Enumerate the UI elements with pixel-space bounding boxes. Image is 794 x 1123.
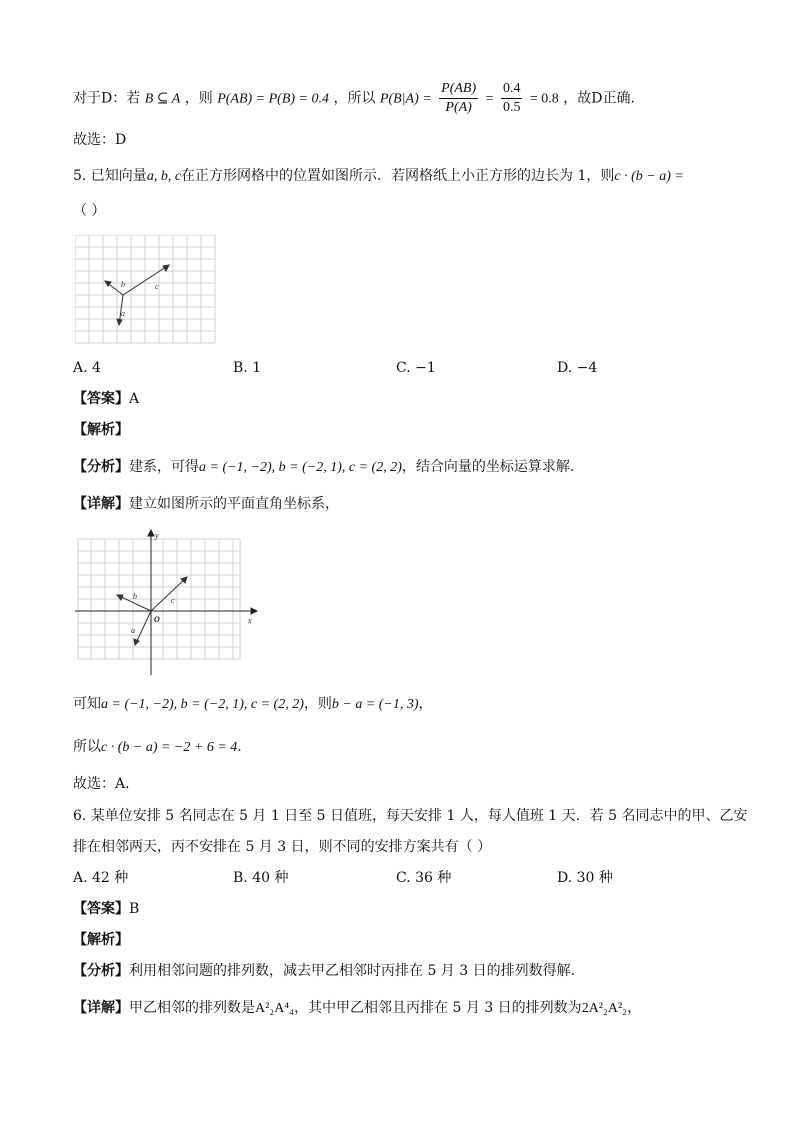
q6-option-d: D. 30 种 [557, 870, 613, 886]
q5-known-vectors: 可知a = (−1, −2), b = (−2, 1), c = (2, 2)，则b − a = (−1, 3)， [73, 696, 433, 712]
q6-fenxi: 【分析】利用相邻问题的排列数，减去甲乙相邻时丙排在 5 月 3 日的排列数得解. [73, 963, 576, 979]
vector2-c [151, 577, 187, 611]
x-axis-arrow [251, 608, 257, 614]
q5-stem-line1: 5. 已知向量a, b, c在正方形网格中的位置如图所示．若网格纸上小正方形的边长为 1，则c · (b − a) = [73, 168, 684, 184]
vector-grid-figure [75, 235, 217, 345]
fraction-pab-pa: $\frac{P(AB)}{P(A)}$ [441, 81, 477, 115]
q5-answer: 【答案】A [73, 391, 140, 407]
q6-answer: 【答案】B [73, 901, 140, 917]
vector2-a-arrowhead [134, 639, 139, 645]
y-axis-label: y [155, 531, 159, 540]
q6-option-b: B. 40 种 [233, 870, 289, 886]
fig2-label-a: a [131, 626, 135, 635]
fig1-label-a: a [121, 309, 125, 318]
choose-d: 故选：D [73, 132, 127, 148]
q6-option-c: C. 36 种 [396, 870, 452, 886]
q5-option-c: C. −1 [396, 360, 436, 376]
option-d-explanation: 对于D：若 B ⊆ A ，则 P(AB) = P(B) = 0.4 ，所以 P(B|A) = $\frac{P(AB)}{P(A)}$ = $\frac{0.4}{0.5}$ = 0.8 ，故D正确. [73, 81, 635, 115]
fig1-label-b: b [121, 280, 125, 289]
vector-c [123, 265, 169, 295]
vector-a-arrowhead [117, 319, 122, 325]
q6-detail: 【详解】甲乙相邻的排列数是A²₂A⁴₄，其中甲乙相邻且丙排在 5 月 3 日的排列数为2A²₂A²₂， [73, 1000, 642, 1016]
q5-option-d: D. −4 [557, 360, 598, 376]
q5-detail: 【详解】建立如图所示的平面直角坐标系， [73, 496, 339, 512]
q5-stem-line2: （ ） [73, 203, 106, 219]
q6-option-a: A. 42 种 [73, 870, 129, 886]
q6-stem-line2: 排在相邻两天，丙不安排在 5 月 3 日，则不同的安排方案共有（ ） [73, 839, 492, 855]
q5-option-a: A. 4 [73, 360, 101, 376]
fig1-label-c: c [155, 282, 159, 291]
q6-analysis-heading: 【解析】 [73, 932, 129, 948]
grid2-lines [78, 539, 240, 659]
q5-fenxi: 【分析】建系，可得a = (−1, −2), b = (−2, 1), c = (2, 2)，结合向量的坐标运算求解. [73, 459, 575, 475]
q5-option-b: B. 1 [233, 360, 262, 376]
origin-label: O [154, 615, 160, 624]
q6-stem-line1: 6. 某单位安排 5 名同志在 5 月 1 日至 5 日值班，每天安排 1 人，每人值班 1 天．若 5 名同志中的甲、乙安 [73, 808, 748, 824]
q5-result: 所以c · (b − a) = −2 + 6 = 4. [73, 739, 242, 755]
vector-c-arrowhead [163, 265, 169, 271]
q5-analysis-heading: 【解析】 [73, 422, 129, 438]
grid-lines [75, 235, 215, 343]
y-axis-arrow [148, 530, 154, 536]
q5-choose: 故选：A. [73, 776, 130, 792]
fraction-04-05: $\frac{0.4}{0.5}$ [502, 81, 521, 115]
fig2-label-b: b [133, 592, 137, 601]
x-axis-label: x [248, 616, 252, 625]
fig2-label-c: c [171, 596, 175, 605]
coordinate-system-figure [75, 527, 265, 677]
